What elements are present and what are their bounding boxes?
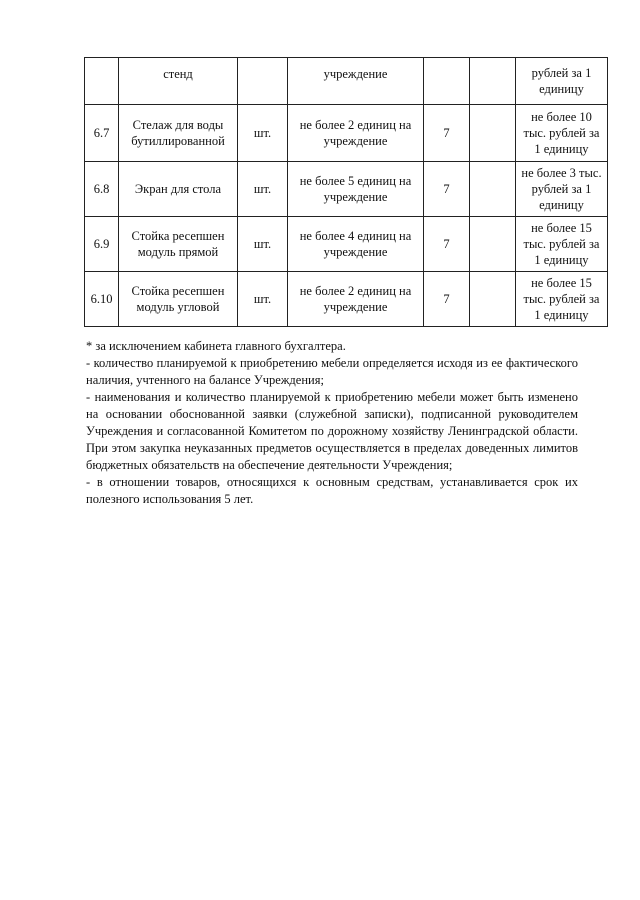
table-row [85, 105, 608, 162]
footnote-service-life: - в отношении товаров, относящихся к основным средствам, устанавливается срок их полезного использования 5 лет. [86, 475, 578, 506]
cell-unit: шт. [238, 105, 288, 162]
cell-num [85, 58, 119, 105]
cell-extra [470, 105, 516, 162]
cell-term: 7 [424, 217, 470, 272]
cell-name: Стелаж для воды бутиллированной [119, 105, 238, 162]
cell-unit: шт. [238, 162, 288, 217]
cell-term: 7 [424, 272, 470, 327]
cell-num: 6.10 [85, 272, 119, 327]
footnote-changes: - наименования и количество планируемой к приобретению мебели может быть изменено на основании обоснованной заявки (служебной записки), подписанной руководителем Учреждения и согласованной Комитетом по дорожному хозяйству Ленинградской области. При этом закупка неуказанных предметов осуществляется в пределах доведенных лимитов бюджетных обязательств на обеспечение деятельности Учреждения; [86, 390, 578, 472]
cell-name: стенд [119, 58, 238, 105]
cell-price: рублей за 1 единицу [516, 58, 608, 105]
cell-extra [470, 217, 516, 272]
cell-price: не более 10 тыс. рублей за 1 единицу [516, 105, 608, 162]
cell-unit: шт. [238, 272, 288, 327]
table-row [85, 58, 608, 105]
cell-name: Стойка ресепшен модуль угловой [119, 272, 238, 327]
table-row [85, 272, 608, 327]
cell-price: не более 15 тыс. рублей за 1 единицу [516, 272, 608, 327]
cell-unit [238, 58, 288, 105]
cell-term: 7 [424, 162, 470, 217]
cell-term [424, 58, 470, 105]
cell-price: не более 15 тыс. рублей за 1 единицу [516, 217, 608, 272]
cell-extra [470, 58, 516, 105]
cell-qty: учреждение [288, 58, 424, 105]
cell-unit: шт. [238, 217, 288, 272]
cell-extra [470, 272, 516, 327]
cell-qty: не более 2 единиц на учреждение [288, 272, 424, 327]
cell-num: 6.8 [85, 162, 119, 217]
cell-price: не более 3 тыс. рублей за 1 единицу [516, 162, 608, 217]
table-row [85, 162, 608, 217]
cell-extra [470, 162, 516, 217]
cell-num: 6.7 [85, 105, 119, 162]
cell-name: Экран для стола [119, 162, 238, 217]
table-row [85, 217, 608, 272]
cell-qty: не более 2 единиц на учреждение [288, 105, 424, 162]
cell-qty: не более 4 единиц на учреждение [288, 217, 424, 272]
cell-num: 6.9 [85, 217, 119, 272]
cell-term: 7 [424, 105, 470, 162]
footnote-asterisk: * за исключением кабинета главного бухгалтера. [86, 339, 346, 353]
furniture-spec-table [84, 57, 608, 327]
footnotes [86, 338, 578, 508]
cell-qty: не более 5 единиц на учреждение [288, 162, 424, 217]
cell-name: Стойка ресепшен модуль прямой [119, 217, 238, 272]
footnote-quantity: - количество планируемой к приобретению мебели определяется исходя из ее фактического наличия, учтенного на балансе Учреждения; [86, 356, 578, 387]
